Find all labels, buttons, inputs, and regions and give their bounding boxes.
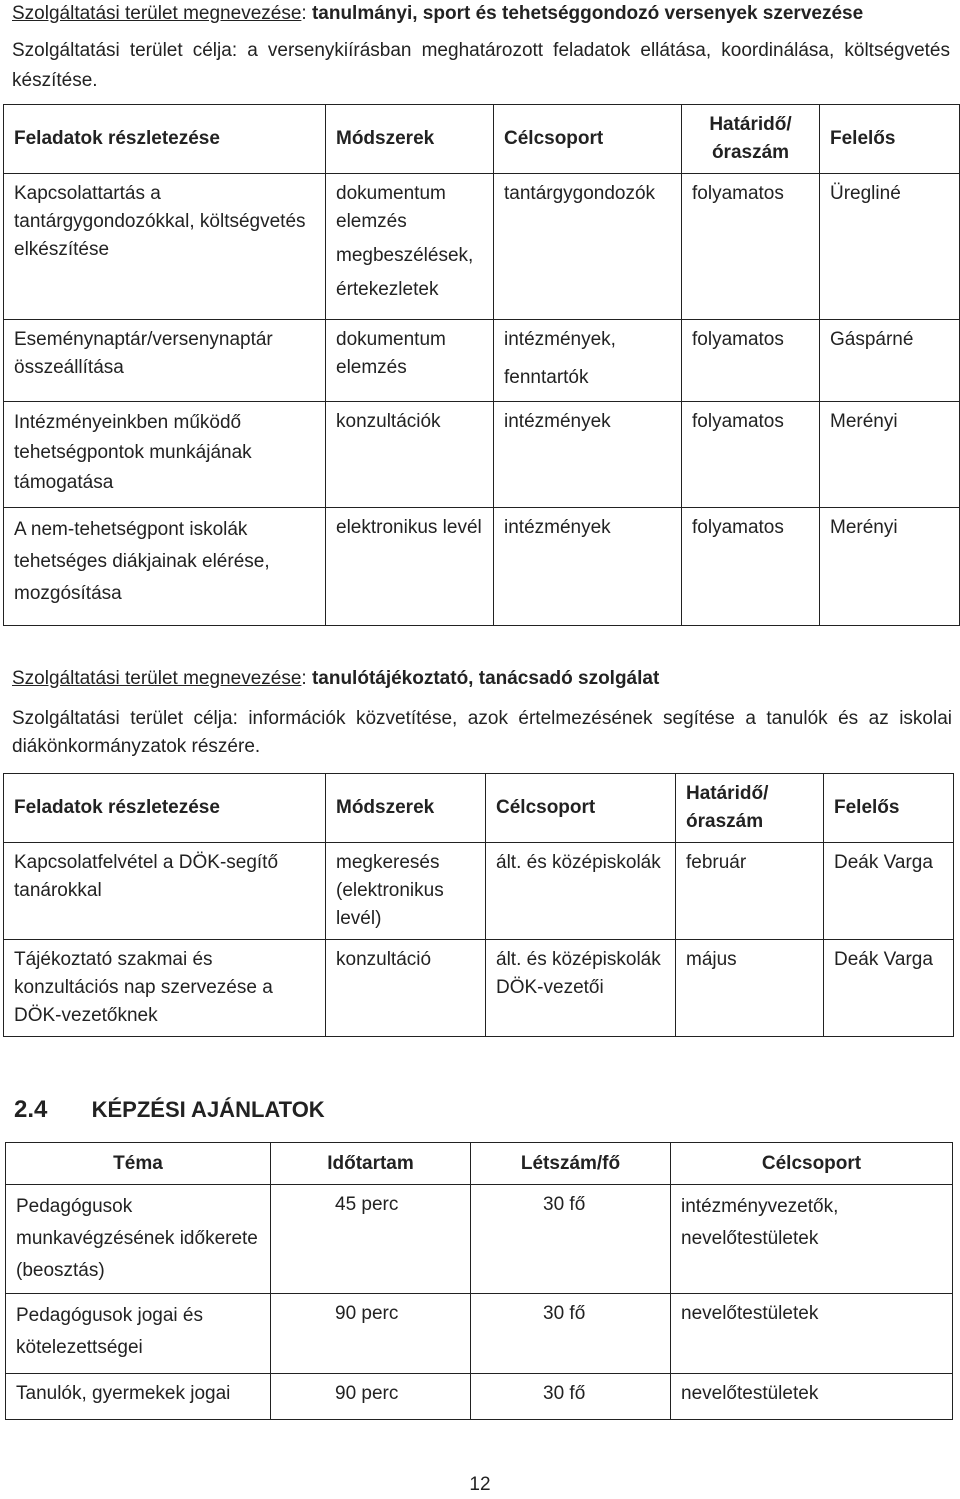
table-row [4,843,954,940]
owner-cell: Gáspárné [820,320,960,402]
task-cell: Tájékoztató szakmai és konzultációs nap szervezése a DÖK-vezetőknek [4,940,326,1037]
target-cell: intézmények [494,508,682,626]
table-header-row [4,105,960,174]
header-owner: Felelős [820,105,960,174]
duration-cell: 90 perc [271,1374,471,1420]
header-target: Célcsoport [494,105,682,174]
header-topic: Téma [6,1143,271,1185]
deadline-cell: folyamatos [682,402,820,508]
topic-cell: Pedagógusok munkavégzésének időkerete (beosztás) [6,1185,271,1294]
block1-name-label: Szolgáltatási terület megnevezése [12,3,302,24]
table-row [6,1185,953,1294]
target-cell: tantárgygondozók [494,174,682,320]
table-row [4,320,960,402]
task-cell: A nem-tehetségpont iskolák tehetséges diákjainak elérése, mozgósítása [4,508,326,626]
owner-cell: Merényi [820,402,960,508]
count-cell: 30 fő [471,1185,671,1294]
target-cell: nevelőtestületek [671,1294,953,1374]
section-title: KÉPZÉSI AJÁNLATOK [91,1097,325,1122]
method-cell: dokumentum elemzés [326,320,494,402]
page-number: 12 [469,1474,491,1495]
deadline-cell: február [676,843,824,940]
block2-goal: Szolgáltatási terület célja: információk közvetítése, azok értelmezésének segítése a tanulók és az iskolai diákönkormányzatok részére. [12,708,952,757]
table-row [4,402,960,508]
method-cell: dokumentum elemzés megbeszélések, értekezletek [326,174,494,320]
task-cell: Intézményeinkben működő tehetségpontok munkájának támogatása [4,402,326,508]
deadline-cell: folyamatos [682,174,820,320]
block1-title: Szolgáltatási terület megnevezése: tanulmányi, sport és tehetséggondozó versenyek szervezése [12,3,864,24]
header-duration: Időtartam [271,1143,471,1185]
table-header-row [6,1143,953,1185]
method-cell: megkeresés (elektronikus levél) [326,843,486,940]
block2-name-value: tanulótájékoztató, tanácsadó szolgálat [311,668,660,689]
block2-table [3,773,954,1037]
count-cell: 30 fő [471,1374,671,1420]
block2-title: Szolgáltatási terület megnevezése: tanulótájékoztató, tanácsadó szolgálat [12,668,660,689]
duration-cell: 45 perc [271,1185,471,1294]
block1-goal: Szolgáltatási terület célja: a versenykiírásban meghatározott feladatok ellátása, koordinálása, költségvetés készítése. [12,40,950,91]
method-cell: konzultáció [326,940,486,1037]
table-row [4,940,954,1037]
header-owner: Felelős [824,774,954,843]
header-tasks: Feladatok részletezése [4,774,326,843]
topic-cell: Pedagógusok jogai és kötelezettségei [6,1294,271,1374]
duration-cell: 90 perc [271,1294,471,1374]
header-tasks: Feladatok részletezése [4,105,326,174]
target-cell: intézményvezetők, nevelőtestületek [671,1185,953,1294]
header-count: Létszám/fő [471,1143,671,1185]
owner-cell: Merényi [820,508,960,626]
target-cell: intézmények, fenntartók [494,320,682,402]
target-cell: ált. és középiskolák [486,843,676,940]
target-cell: intézmények [494,402,682,508]
count-cell: 30 fő [471,1294,671,1374]
section-heading [14,1096,325,1124]
topic-cell: Tanulók, gyermekek jogai [6,1374,271,1420]
table-row [6,1374,953,1420]
table-row [6,1294,953,1374]
header-target: Célcsoport [671,1143,953,1185]
deadline-cell: folyamatos [682,508,820,626]
task-cell: Kapcsolatfelvétel a DÖK-segítő tanárokkal [4,843,326,940]
table-header-row [4,774,954,843]
owner-cell: Deák Varga [824,940,954,1037]
deadline-cell: május [676,940,824,1037]
block2-name-label: Szolgáltatási terület megnevezése [12,668,302,689]
method-cell: elektronikus levél [326,508,494,626]
header-deadline: Határidő/ óraszám [682,105,820,174]
task-cell: Kapcsolattartás a tantárgygondozókkal, költségvetés elkészítése [4,174,326,320]
table-row [4,174,960,320]
task-cell: Eseménynaptár/versenynaptár összeállítása [4,320,326,402]
block1-name-value: tanulmányi, sport és tehetséggondozó versenyek szervezése [311,3,864,24]
method-cell: konzultációk [326,402,494,508]
target-cell: nevelőtestületek [671,1374,953,1420]
owner-cell: Deák Varga [824,843,954,940]
training-table [5,1142,953,1420]
table-row [4,508,960,626]
header-methods: Módszerek [326,105,494,174]
header-deadline: Határidő/ óraszám [676,774,824,843]
header-target: Célcsoport [486,774,676,843]
deadline-cell: folyamatos [682,320,820,402]
section-number: 2.4 [14,1096,48,1123]
owner-cell: Üregliné [820,174,960,320]
target-cell: ált. és középiskolák DÖK-vezetői [486,940,676,1037]
block1-table [3,104,960,626]
header-methods: Módszerek [326,774,486,843]
